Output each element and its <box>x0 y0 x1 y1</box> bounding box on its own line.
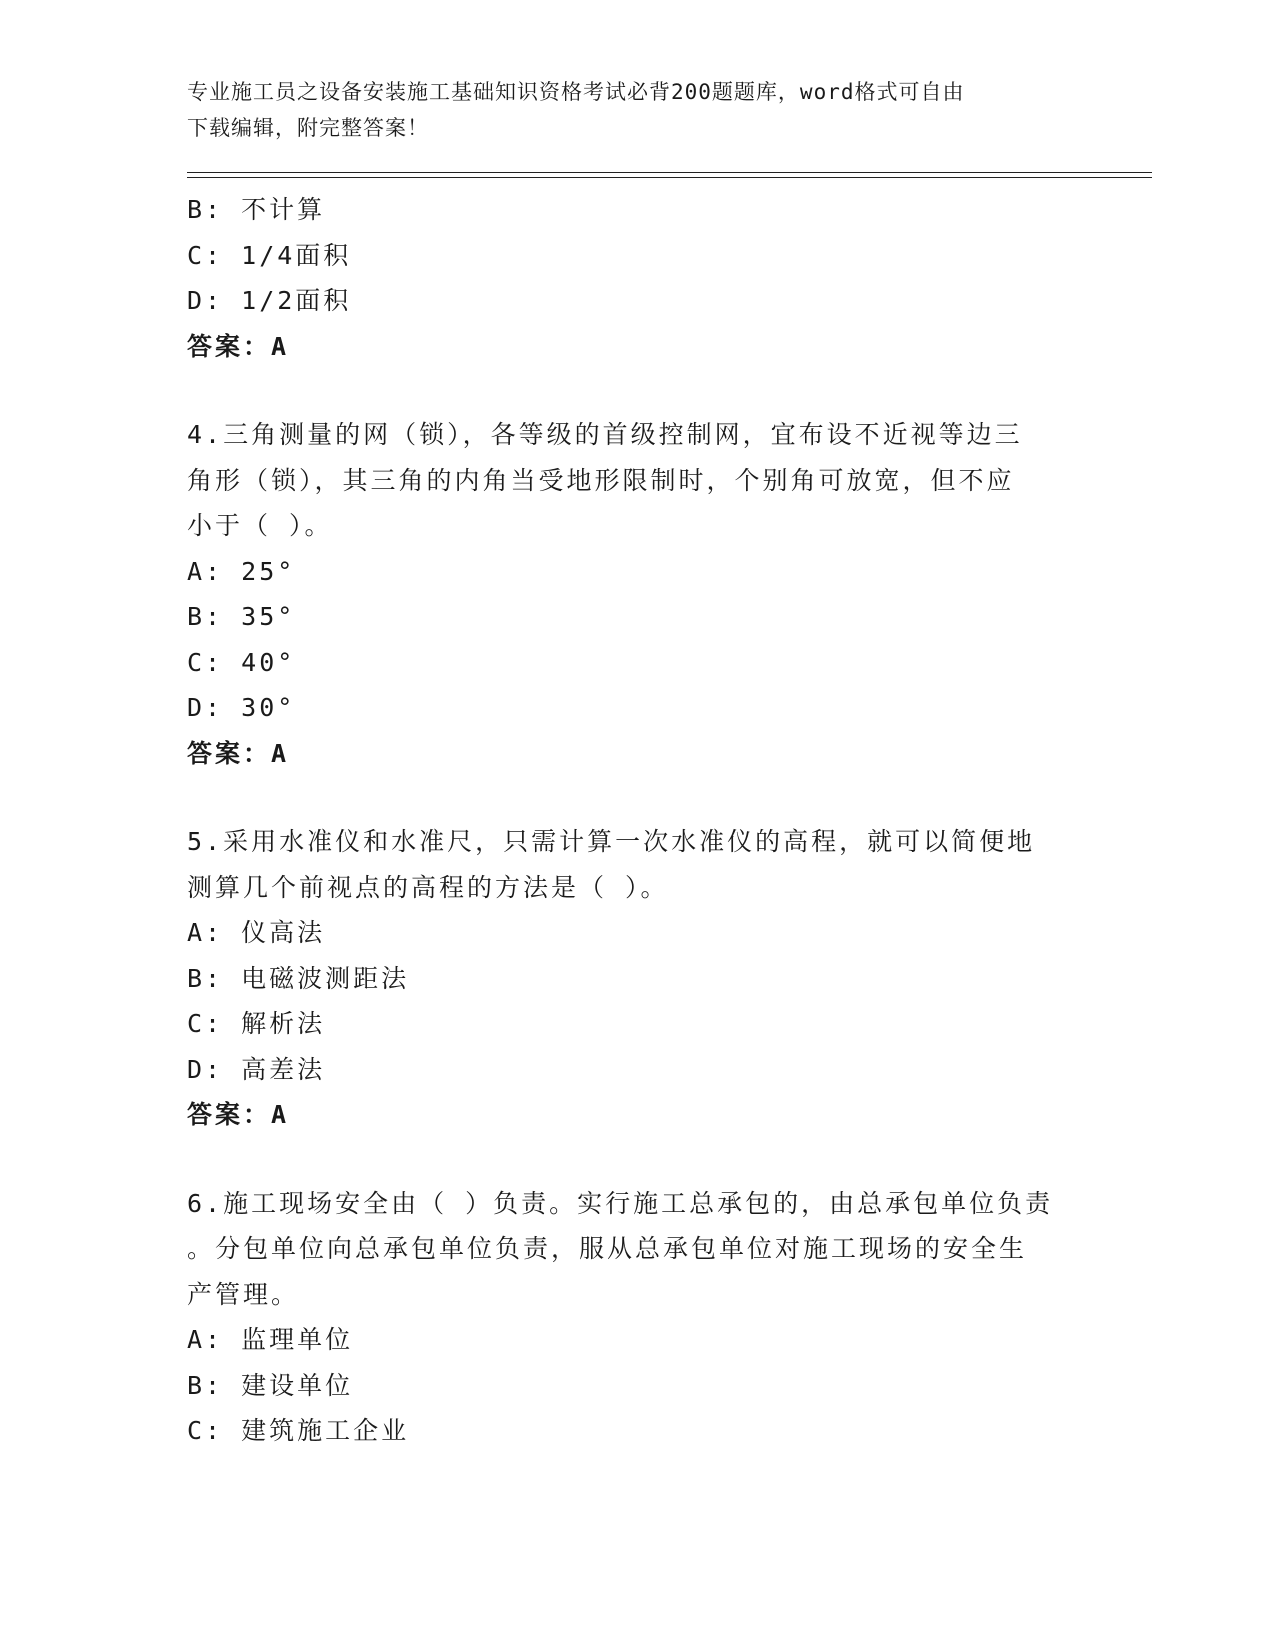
option-a: A: 仪高法 <box>187 918 326 947</box>
document-body <box>187 187 1067 1454</box>
option-d: D: 30° <box>187 693 296 722</box>
question-text-line: 产管理。 <box>187 1279 300 1309</box>
spacer <box>187 776 1067 819</box>
question-6 <box>187 1181 1067 1454</box>
answer-line: 答案：A <box>187 1100 290 1129</box>
option-c: C: 1/4面积 <box>187 240 352 270</box>
option-a: A: 监理单位 <box>187 1325 354 1354</box>
option-b: B: 建设单位 <box>187 1370 354 1400</box>
option-b: B: 35° <box>187 602 296 631</box>
answer-line: 答案：A <box>187 738 290 768</box>
header-title-line-2: 下载编辑，附完整答案！ <box>187 116 429 140</box>
answer-line: 答案：A <box>187 331 290 361</box>
option-b: B: 不计算 <box>187 195 326 224</box>
question-text-line: 角形（锁），其三角的内角当受地形限制时，个别角可放宽，但不应 <box>187 465 1015 495</box>
option-b: B: 电磁波测距法 <box>187 963 410 993</box>
option-c: C: 40° <box>187 647 296 677</box>
option-c: C: 建筑施工企业 <box>187 1416 410 1445</box>
question-text-line: 4.三角测量的网（锁），各等级的首级控制网，宜布设不近视等边三 <box>187 420 1023 449</box>
document-header <box>187 74 1067 146</box>
question-5 <box>187 819 1067 1138</box>
option-d: D: 高差法 <box>187 1054 326 1084</box>
question-text-line: 5.采用水准仪和水准尺，只需计算一次水准仪的高程，就可以简便地 <box>187 827 1036 856</box>
question-text-line: 。分包单位向总承包单位负责，服从总承包单位对施工现场的安全生 <box>187 1234 1028 1263</box>
spacer <box>187 1138 1067 1181</box>
option-c: C: 解析法 <box>187 1009 326 1038</box>
header-divider-bottom <box>187 177 1152 178</box>
header-divider-top <box>187 172 1152 173</box>
spacer <box>187 369 1067 412</box>
question-3-partial <box>187 187 1067 369</box>
question-text-line: 6.施工现场安全由（ ）负责。实行施工总承包的，由总承包单位负责 <box>187 1188 1054 1218</box>
option-d: D: 1/2面积 <box>187 286 352 315</box>
question-text-line: 测算几个前视点的高程的方法是（ ）。 <box>187 872 669 902</box>
question-4 <box>187 412 1067 776</box>
question-text-line: 小于（ ）。 <box>187 511 333 540</box>
header-title-line-1: 专业施工员之设备安装施工基础知识资格考试必背200题题库，word格式可自由 <box>187 80 965 104</box>
option-a: A: 25° <box>187 556 296 586</box>
